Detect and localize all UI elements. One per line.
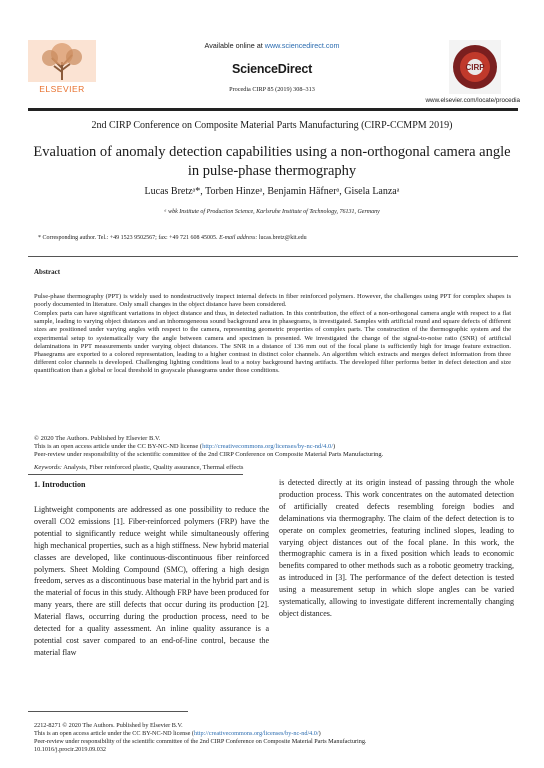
- cirp-logo-text: CIRP: [465, 63, 485, 72]
- keywords: [34, 464, 243, 472]
- abstract-paragraph-1: Pulse-phase thermography (PPT) is widely used to nondestructively inspect internal defects in fiber reinforced polymers. However, the challenges using PPT for complex shapes is poorly documented in literature. Only small changes in the object distance have been considered.: [34, 293, 511, 309]
- header-rule: [28, 108, 518, 111]
- cirp-logo: [449, 40, 501, 94]
- authors: Lucas Bretzᵃ*, Torben Hinzeᵃ, Benjamin Häfnerᵃ, Gisela Lanzaᵃ: [144, 186, 400, 197]
- open-access-prefix: This is an open access article under the CC BY-NC-ND license (: [34, 443, 203, 450]
- footer-license-link[interactable]: http://creativecommons.org/licenses/by-nc-nd/4.0/: [193, 730, 319, 737]
- conference-name: 2nd CIRP Conference on Composite Material Parts Manufacturing (CIRP-CCMPM 2019): [91, 120, 453, 131]
- journal-reference: Procedia CIRP 85 (2019) 308–313: [229, 86, 315, 93]
- open-access-suffix: ): [333, 443, 336, 450]
- footer-license: [34, 730, 366, 738]
- sciencedirect-logo: ScienceDirect: [231, 62, 313, 76]
- footer-license-prefix: This is an open access article under the CC BY-NC-ND license (: [34, 730, 194, 737]
- keywords-list: Analysis, Fiber reinforced plastic, Quality assurance, Thermal effects: [61, 464, 244, 471]
- abstract-heading: Abstract: [34, 268, 61, 276]
- abstract-open-access: [34, 443, 335, 451]
- email-label: E-mail address:: [219, 235, 258, 241]
- journal-url[interactable]: www.elsevier.com/locate/procedia: [425, 97, 520, 104]
- introduction-heading: 1. Introduction: [34, 480, 86, 489]
- corresponding-author: [38, 235, 307, 241]
- license-link[interactable]: http://creativecommons.org/licenses/by-nc-nd/4.0/: [202, 443, 333, 450]
- introduction-right-column: is detected directly at its origin instead of passing through the whole production process. This work concentrates on the automated detection of artificially created defects resembling foreign bodies and delaminations via thermography. The claim of the defect detection is to operate on complex geometries, featuring inclined slopes, leading to varying object distances out of the focal plane. In this work, the thermographic camera is in a fixed position which leads to economic benefits compared to other methods such as a robotic geometry tracking, as introduced in [3]. The performance of the defect detection is tested using a measurement setup in which slope angles can be varied systematically, allowing to investigate different incrementally changing object distances.: [279, 478, 514, 618]
- footer-doi: 10.1016/j.procir.2019.09.032: [34, 746, 107, 753]
- abstract-peer-review: Peer-review under responsibility of the scientific committee of the 2nd CIRP Conference on Composite Material Parts Manufacturing.: [34, 451, 384, 458]
- footer: [34, 722, 366, 754]
- keywords-rule: [28, 474, 243, 475]
- affiliation: ᵃ wbk Institute of Production Science, Karlsruhe Institute of Technology, 76131, Germany: [164, 209, 380, 215]
- abstract-copyright: © 2020 The Authors. Published by Elsevier B.V.: [34, 435, 161, 442]
- elsevier-tree-logo: [28, 40, 96, 108]
- email-address[interactable]: lucas.bretz@kit.edu: [257, 235, 307, 241]
- footer-peer-review: Peer-review under responsibility of the scientific committee of the 2nd CIRP Conference on Composite Material Parts Manufacturing.: [34, 738, 367, 745]
- abstract-paragraph-2: Complex parts can have significant variations in object distance and thus, in detected radiation. In this contribution, the effect of a non-orthogonal camera angle with respect to a flat sample, leading to varying object distances and an inhomogeneous sound background area in phasegrams, is investigated. Samples with artificial round and square defects of different sizes are positioned under varying angles with respect to the camera, representing geometric properties of complex parts. The construction of the thermographic system and the experimental setup to systematically vary the angle between camera and specimen is presented. We investigated the change of the signal-to-noise ratio (SNR) of artificial delaminations in PPT measurements under varying object distances. The SNR in a distance of 136 mm out of the focal plane is sufficiently high for image feature extraction. Phasegrams are exported to a colored representation, leading to a higher contrast in distinct color channels. An algorithm which extracts and merges defect information from three different color channels is developed. Challenging lighting conditions lead to a noisy background having artifacts. The developed filter performs better in defect detection and size quantification than a global or local threshold in grayscale phasegrams under those conditions.: [34, 310, 511, 375]
- paper-title: Evaluation of anomaly detection capabilities using a non-orthogonal camera angle in pulse-phase thermography: [33, 144, 511, 179]
- available-prefix: Available online at: [204, 41, 265, 50]
- abstract-top-rule: [28, 256, 518, 257]
- footer-license-suffix: ): [318, 730, 321, 737]
- footer-issn: 2212-8271 © 2020 The Authors. Published by Elsevier B.V.: [34, 722, 183, 729]
- introduction-left-column: Lightweight components are addressed as one possibility to reduce the overall CO2 emissions [1]. Fiber-reinforced polymers (FRP) have the potential to significantly reduce weight while simultaneously offering high mechanical properties, such as a high stiffness. New hybrid material classes are developed, like continuous-discontinuous fiber reinforced polymers. Sheet Molding Compound (SMC), offering a high design freedom, serves as a discontinuous base material in the hybrid part and is the material of focus in this study. Although FRP have been produced for many years, there are still defects that occur during its production [2]. Material flaws, occurring during the production process, need to be detected for a quality assessment. An inline quality assurance is a potential cost saver compared to an end-of-line control, because the material flaw: [34, 505, 269, 657]
- corresponding-prefix: * Corresponding author. Tel.: +49 1523 9502567; fax: +49 721 608 45005.: [38, 235, 220, 241]
- keywords-label: Keywords:: [34, 464, 62, 471]
- elsevier-wordmark: ELSEVIER: [39, 84, 85, 94]
- sciencedirect-link[interactable]: www.sciencedirect.com: [264, 41, 340, 50]
- footer-rule: [28, 711, 188, 712]
